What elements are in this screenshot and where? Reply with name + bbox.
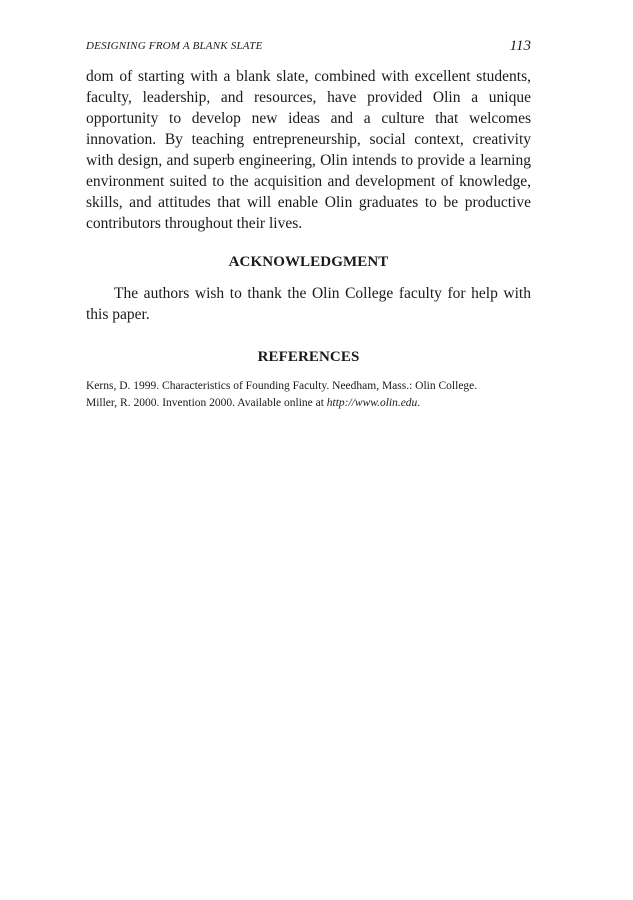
- references-heading: REFERENCES: [257, 349, 360, 365]
- acknowledgment-heading: ACKNOWLEDGMENT: [228, 254, 389, 270]
- reference-item: [86, 395, 531, 412]
- reference-suffix: .: [417, 397, 421, 409]
- reference-url-link[interactable]: http://www.olin.edu: [326, 397, 418, 409]
- running-title: DESIGNING FROM A BLANK SLATE: [86, 40, 263, 52]
- running-head: [86, 38, 531, 58]
- reference-text: Kerns, D. 1999. Characteristics of Founding Faculty. Needham, Mass.: Olin College.: [86, 380, 478, 392]
- reference-text: Miller, R. 2000. Invention 2000. Available online at: [86, 397, 327, 409]
- acknowledgment-text: The authors wish to thank the Olin College faculty for help with this paper.: [86, 285, 531, 323]
- reference-item: [86, 378, 531, 395]
- page-number: 113: [509, 38, 531, 54]
- reference-list: [86, 378, 531, 412]
- body-paragraph: dom of starting with a blank slate, combined with excellent students, faculty, leadership, and resources, have provided Olin a unique opportunity to develop new ideas and a culture that welcomes innovation. By teaching entrepreneurship, social context, creativity with design, and superb engineering, Olin intends to provide a learning environment suited to the acquisition and development of knowledge, skills, and attitudes that will enable Olin graduates to be productive contributors throughout their lives.: [86, 68, 531, 232]
